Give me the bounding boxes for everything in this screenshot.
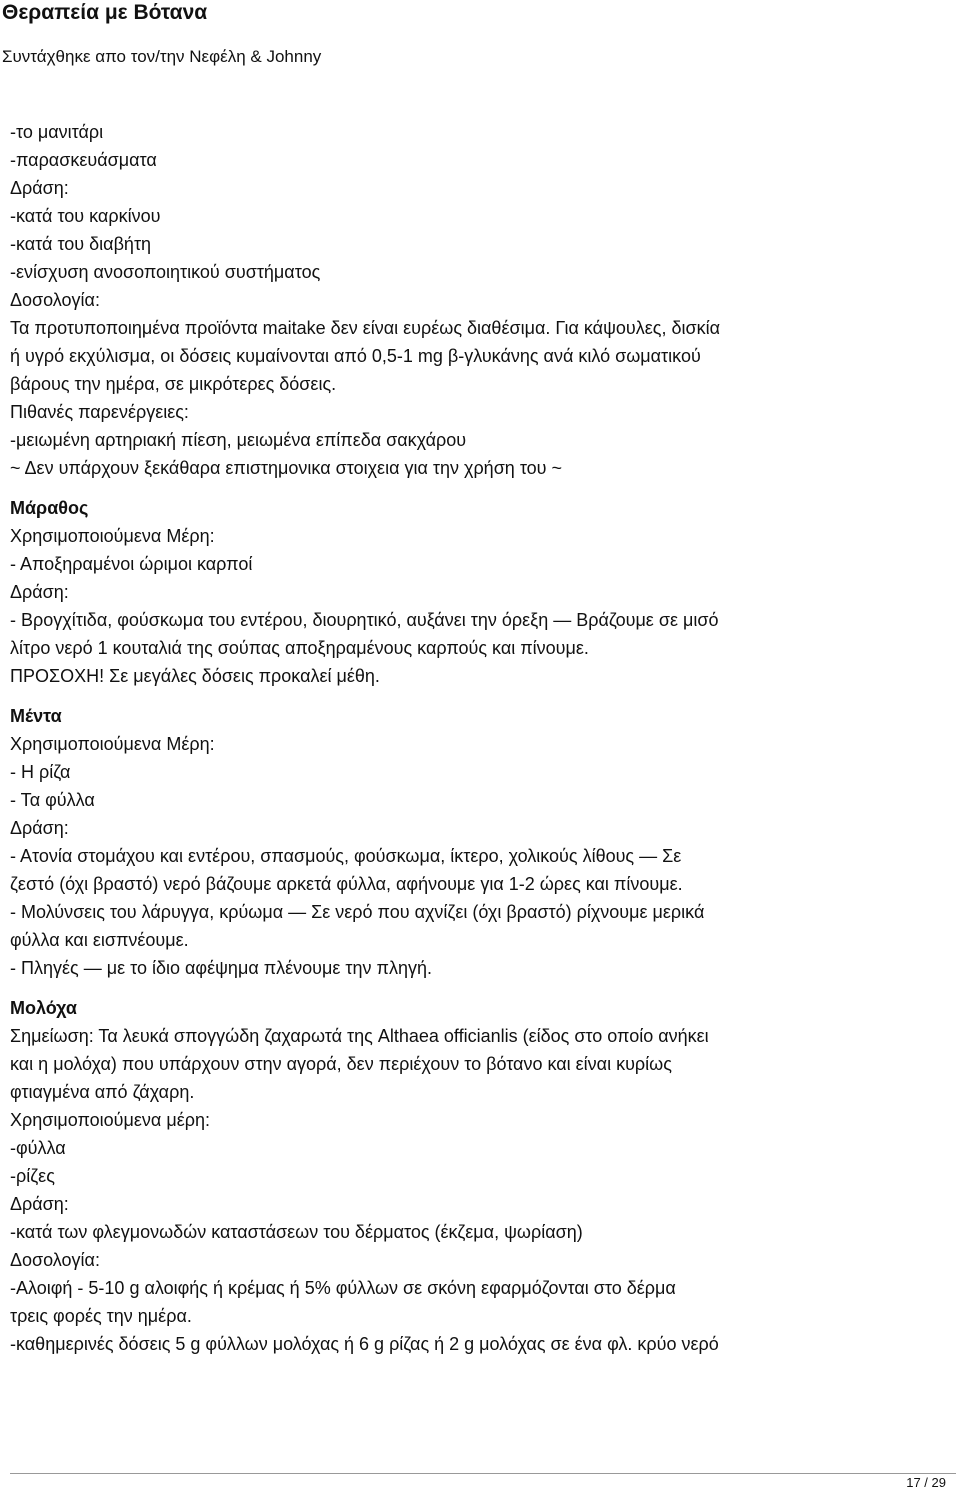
body-line: -καθημερινές δόσεις 5 g φύλλων μολόχας ή 6 g ρίζας ή 2 g μολόχας σε ένα φλ. κρύο νερό: [10, 1334, 719, 1354]
section-maitake: [10, 118, 956, 482]
section-heading: Μάραθος: [10, 498, 89, 518]
body-line: Δοσολογία:: [10, 290, 100, 310]
body-line: -μειωμένη αρτηριακή πίεση, μειωμένα επίπεδα σακχάρου: [10, 430, 467, 450]
section-molocha: [10, 994, 956, 1358]
body-line: -φύλλα: [10, 1138, 66, 1158]
body-line: -ρίζες: [10, 1166, 55, 1186]
body-line: Δράση:: [10, 582, 69, 602]
body-line: - Η ρίζα: [10, 762, 71, 782]
body-line: - Τα φύλλα: [10, 790, 95, 810]
section-heading: Μολόχα: [10, 998, 77, 1018]
body-line: - Βρογχίτιδα, φούσκωμα του εντέρου, διουρητικό, αυξάνει την όρεξη — Βράζουμε σε μισό: [10, 610, 719, 630]
body-line: Χρησιμοποιούμενα μέρη:: [10, 1110, 210, 1130]
document-author-line: Συντάχθηκε απο τον/την Νεφέλη & Johnny: [2, 47, 322, 66]
section-heading: Μέντα: [10, 706, 62, 726]
body-line: -το μανιτάρι: [10, 122, 104, 142]
page-number: 17 / 29: [906, 1475, 946, 1490]
body-line: -κατά των φλεγμονωδών καταστάσεων του δέρματος (έκζεμα, ψωρίαση): [10, 1222, 583, 1242]
body-line: - Αποξηραμένοι ώριμοι καρποί: [10, 554, 253, 574]
body-line: -κατά του διαβήτη: [10, 234, 152, 254]
body-line: -κατά του καρκίνου: [10, 206, 161, 226]
body-line: Δράση:: [10, 818, 69, 838]
body-line: φύλλα και εισπνέουμε.: [10, 930, 189, 950]
document-title: Θεραπεία με Βότανα: [2, 1, 208, 24]
body-line: -ενίσχυση ανοσοποιητικού συστήματος: [10, 262, 321, 282]
body-line: ΠΡΟΣΟΧΗ! Σε μεγάλες δόσεις προκαλεί μέθη.: [10, 666, 380, 686]
body-line: ~ Δεν υπάρχουν ξεκάθαρα επιστημονικα στοιχεια για την χρήση του ~: [10, 458, 563, 478]
body-line: - Πληγές — με το ίδιο αφέψημα πλένουμε την πληγή.: [10, 958, 432, 978]
body-line: τρεις φορές την ημέρα.: [10, 1306, 192, 1326]
body-line: Χρησιμοποιούμενα Μέρη:: [10, 526, 215, 546]
body-line: Χρησιμοποιούμενα Μέρη:: [10, 734, 215, 754]
body-line: Πιθανές παρενέργειες:: [10, 402, 189, 422]
document-body: [10, 118, 956, 1358]
body-line: Τα προτυποποιημένα προϊόντα maitake δεν είναι ευρέως διαθέσιμα. Για κάψουλες, δισκία: [10, 318, 721, 338]
body-line: - Μολύνσεις του λάρυγγα, κρύωμα — Σε νερό που αχνίζει (όχι βραστό) ρίχνουμε μερικά: [10, 902, 705, 922]
body-line: - Ατονία στομάχου και εντέρου, σπασμούς, φούσκωμα, ίκτερο, χολικούς λίθους — Σε: [10, 846, 682, 866]
body-line: φτιαγμένα από ζάχαρη.: [10, 1082, 195, 1102]
body-line: Σημείωση: Τα λευκά σπογγώδη ζαχαρωτά της Althaea officianlis (είδος στο οποίο ανήκει: [10, 1026, 709, 1046]
section-menta: [10, 702, 956, 982]
body-line: βάρους την ημέρα, σε μικρότερες δόσεις.: [10, 374, 337, 394]
body-line: και η μολόχα) που υπάρχουν στην αγορά, δεν περιέχουν το βότανο και είναι κυρίως: [10, 1054, 672, 1074]
body-line: -Αλοιφή - 5-10 g αλοιφής ή κρέμας ή 5% φύλλων σε σκόνη εφαρμόζονται στο δέρμα: [10, 1278, 676, 1298]
body-line: λίτρο νερό 1 κουταλιά της σούπας αποξηραμένους καρπούς και πίνουμε.: [10, 638, 589, 658]
body-line: Δράση:: [10, 1194, 69, 1214]
body-line: ή υγρό εκχύλισμα, οι δόσεις κυμαίνονται από 0,5-1 mg β-γλυκάνης ανά κιλό σωματικού: [10, 346, 701, 366]
body-line: ζεστό (όχι βραστό) νερό βάζουμε αρκετά φύλλα, αφήνουμε για 1-2 ώρες και πίνουμε.: [10, 874, 683, 894]
section-marathos: [10, 494, 956, 690]
body-line: -παρασκευάσματα: [10, 150, 157, 170]
body-line: Δράση:: [10, 178, 69, 198]
body-line: Δοσολογία:: [10, 1250, 100, 1270]
footer-divider: [10, 1473, 956, 1474]
